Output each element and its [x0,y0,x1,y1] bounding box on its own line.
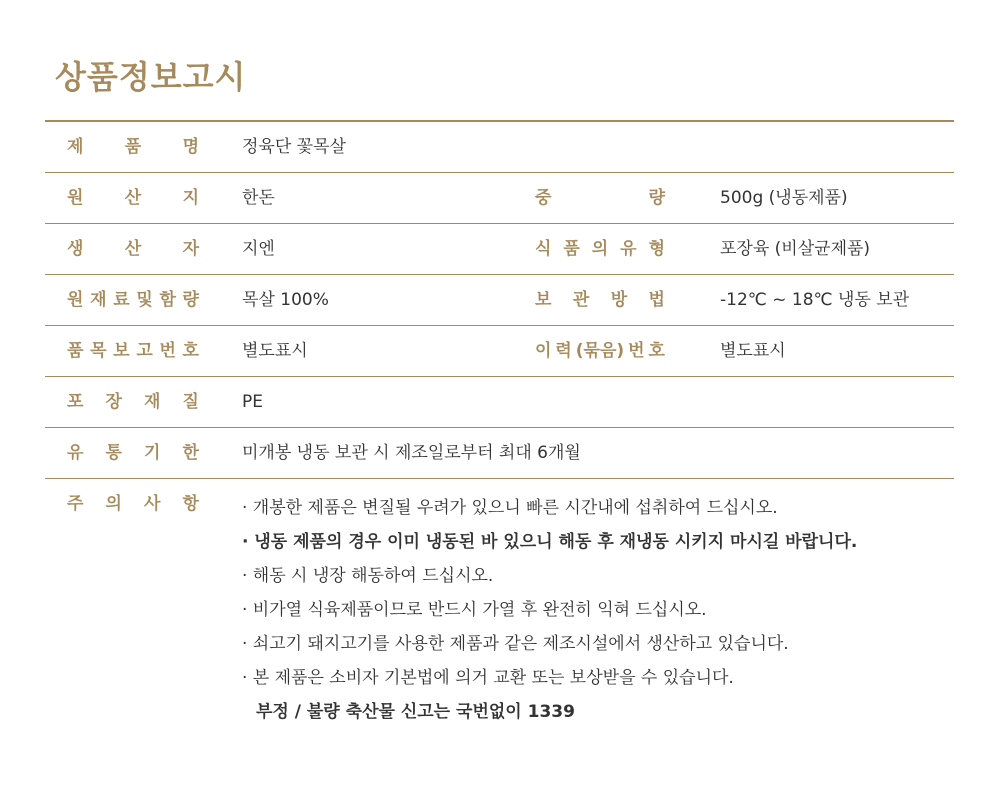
table-row-expiry [45,428,954,479]
table-row-origin [45,173,954,224]
page-title: 상품정보고시 [55,58,247,96]
table-row-name [45,122,954,173]
label-storage: 보 관 방 법 [535,290,665,310]
table-row-packaging [45,377,954,428]
label-food-type: 식 품 의 유 형 [535,239,665,259]
value-expiry: 미개봉 냉동 보관 시 제조일로부터 최대 6개월 [242,443,581,463]
value-origin: 한돈 [242,188,275,208]
value-ingredients: 목살 100% [242,290,329,310]
label-report-number: 품 목 보 고 번 호 [67,341,199,361]
label-packaging: 포 장 재 질 [67,392,199,412]
product-info-table [45,120,954,739]
list-item: · 냉동 제품의 경우 이미 냉동된 바 있으니 해동 후 재냉동 시키지 마시길 바랍니다. [242,532,858,552]
list-item: · 쇠고기 돼지고기를 사용한 제품과 같은 제조시설에서 생산하고 있습니다. [242,634,789,654]
table-row-precautions [45,479,954,739]
list-item: · 비가열 식육제품이므로 반드시 가열 후 완전히 익혀 드십시오. [242,600,707,620]
table-row-report-number [45,326,954,377]
list-item: · 본 제품은 소비자 기본법에 의거 교환 또는 보상받을 수 있습니다. [242,668,734,688]
value-report-number: 별도표시 [242,341,308,361]
label-trace-number: 이 력 (묶음) 번 호 [535,341,665,361]
label-product-name: 제 품 명 [67,137,199,157]
precautions-list [242,491,857,729]
label-expiry: 유 통 기 한 [67,443,199,463]
label-producer: 생 산 자 [67,239,199,259]
table-row-producer [45,224,954,275]
list-item: · 해동 시 냉장 해동하여 드십시오. [242,566,494,586]
table-row-ingredients [45,275,954,326]
label-origin: 원 산 지 [67,188,199,208]
value-product-name: 정육단 꽃목살 [242,137,346,157]
value-packaging: PE [242,392,263,412]
value-storage: -12℃ ~ 18℃ 냉동 보관 [720,290,910,310]
value-producer: 지엔 [242,239,275,259]
label-weight: 중 량 [535,188,665,208]
label-ingredients: 원 재 료 및 함 량 [67,290,199,310]
label-precautions: 주 의 사 항 [67,494,199,514]
value-food-type: 포장육 (비살균제품) [720,239,871,259]
report-hotline: 부정 / 불량 축산물 신고는 국번없이 1339 [256,702,575,722]
list-item: · 개봉한 제품은 변질될 우려가 있으니 빠른 시간내에 섭취하여 드십시오. [242,498,778,518]
value-weight: 500g (냉동제품) [720,188,848,208]
value-trace-number: 별도표시 [720,341,786,361]
